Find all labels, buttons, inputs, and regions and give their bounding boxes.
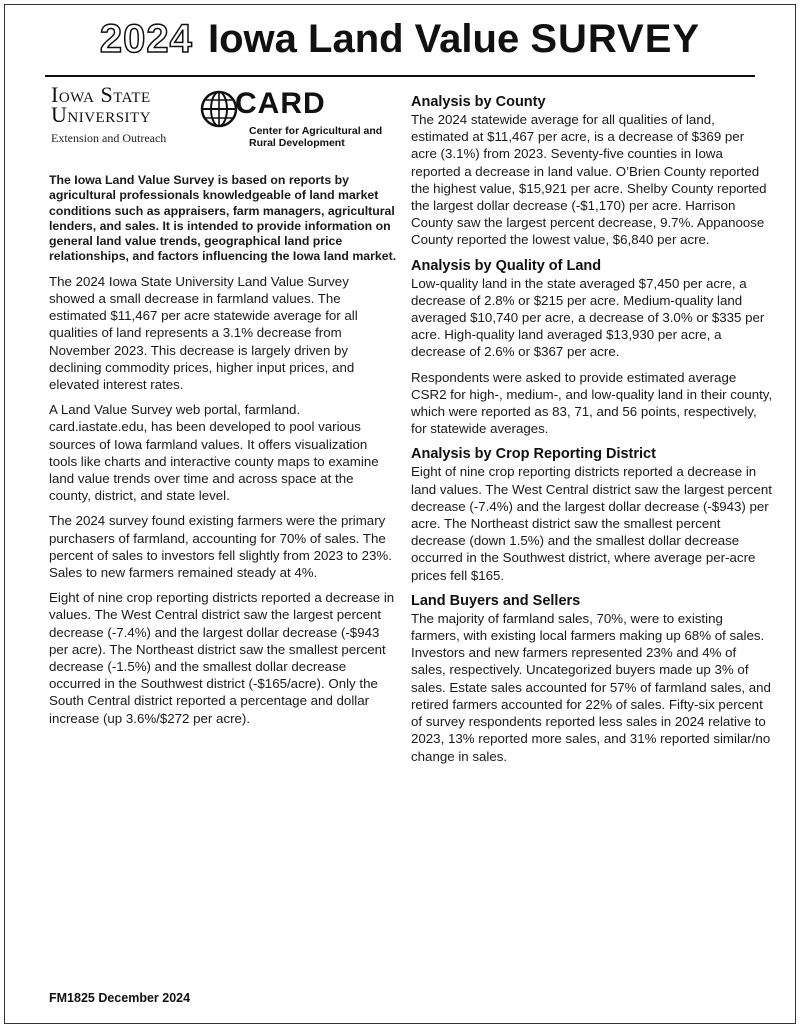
section-county (411, 93, 773, 249)
web-portal-paragraph: A Land Value Survey web portal, farmland. card.iastate.edu, has been developed to pool various sources of Iowa farmland values. It offers visualization tools like charts and interactive county maps to examine land value trends over time and across space at the county, district, and state level. (49, 402, 379, 504)
title-middle: Iowa Land Value (208, 17, 520, 61)
section-heading: Analysis by Quality of Land (411, 257, 602, 274)
card-logo (199, 89, 399, 167)
section-heading: Analysis by County (411, 94, 546, 110)
section-paragraph: Eight of nine crop reporting districts reported a decrease in land values. The West Central district saw the largest percent decrease (-7.4%) and the largest dollar decrease (-$943) per acre. The Northeast district saw the smallest percent decrease (down 1.5%) and the smallest dollar decrease occurred in the Southwest district, where average per-acre prices fell $165. (411, 464, 772, 583)
section-quality (411, 257, 773, 438)
section-heading: Analysis by Crop Reporting District (411, 446, 656, 463)
isu-logo-subtitle: Extension and Outreach (51, 131, 167, 145)
section-paragraph: Low-quality land in the state averaged $7,450 per acre, a decrease of 2.8% or $215 per acre. Medium-quality land averaged $10,740 per acre, a decrease of 3.0% or $335 per acre. High-quality land averaged $13,930 per acre, a decrease of 2.6% or $367 per acre. (411, 275, 765, 360)
section-buyers-sellers (411, 592, 773, 765)
left-column (49, 82, 397, 735)
title-year: 2024 (99, 17, 193, 61)
title-divider (45, 75, 755, 77)
intro-paragraph: The Iowa Land Value Survey is based on reports by agricultural professionals knowledgeable of land market conditions such as appraisers, farm managers, agricultural lenders, and sales. It is intended to provide information on general land value trends, geographical land price relationships, and factors influencing the Iowa land market. (49, 173, 397, 264)
logo-row (49, 82, 397, 171)
card-logo-subtitle: Center for Agricultural and Rural Development (249, 125, 383, 149)
globe-icon (199, 89, 239, 129)
section-paragraph: The 2024 statewide average for all qualities of land, estimated at $11,467 per acre, is a decrease of $369 per acre (3.1%) from 2023. Seventy-five counties in Iowa reported a decrease in land value. O’Brien County reported the highest value, $15,921 per acre. Shelby County reported the largest dollar decrease (-$1,170) per acre. Harrison County saw the largest percent decrease, 9.7%. Appanoose County reported the lowest value, $6,840 per acre. (411, 112, 767, 248)
isu-logo (51, 82, 201, 146)
page-title (5, 17, 795, 61)
section-district (411, 445, 773, 583)
right-column (411, 93, 773, 773)
section-paragraph: Respondents were asked to provide estimated average CSR2 for high-, medium-, and low-quality land in their county, which were reported as 83, 71, and 56 points, respectively, for statewide averages. (411, 369, 773, 437)
summary-paragraph: The 2024 Iowa State University Land Value Survey showed a small decrease in farmland values. The estimated $11,467 per acre statewide average for all qualities of land represents a 3.1% decrease from November 2023. This decrease is largely driven by declining commodity prices, higher input prices, and elevated interest rates. (49, 273, 358, 392)
section-heading: Land Buyers and Sellers (411, 592, 581, 609)
footer-publication-id: FM1825 December 2024 (49, 991, 191, 1005)
title-survey: SURVEY (530, 17, 701, 61)
card-logo-wordmark: CARD (235, 87, 326, 120)
buyers-paragraph: The 2024 survey found existing farmers were the primary purchasers of farmland, accounting for 70% of sales. The percent of sales to investors fell slightly from 2023 to 23%. Sales to new farmers remained steady at 4%. (49, 513, 392, 581)
document-page (4, 4, 796, 1024)
section-paragraph: The majority of farmland sales, 70%, were to existing farmers, with existing local farmers making up 68% of sales. Investors and new farmers represented 23% and 4% of sales, respectively. Uncategorized buyers made up 3% of sales. Estate sales accounted for 57% of farmland sales, and retired farmers accounted for 22% of sales. Fifty-six percent of survey respondents reported less sales in 2024 relative to 2023, 13% reported more sales, and 31% reported similar/no change in sales. (411, 610, 771, 764)
isu-logo-wordmark: Iowa State University (51, 82, 152, 127)
districts-paragraph: Eight of nine crop reporting districts reported a decrease in values. The West Central district saw the largest percent decrease (-7.4%) and the largest dollar decrease (-$943 per acre). The Northeast district saw the smallest percent decrease (-1.5%) and the smallest dollar decrease occurred in the Southwest district (-$165/acre). Only the South Central district reported a percentage and dollar increase (up 3.6%/$272 per acre). (49, 590, 395, 726)
